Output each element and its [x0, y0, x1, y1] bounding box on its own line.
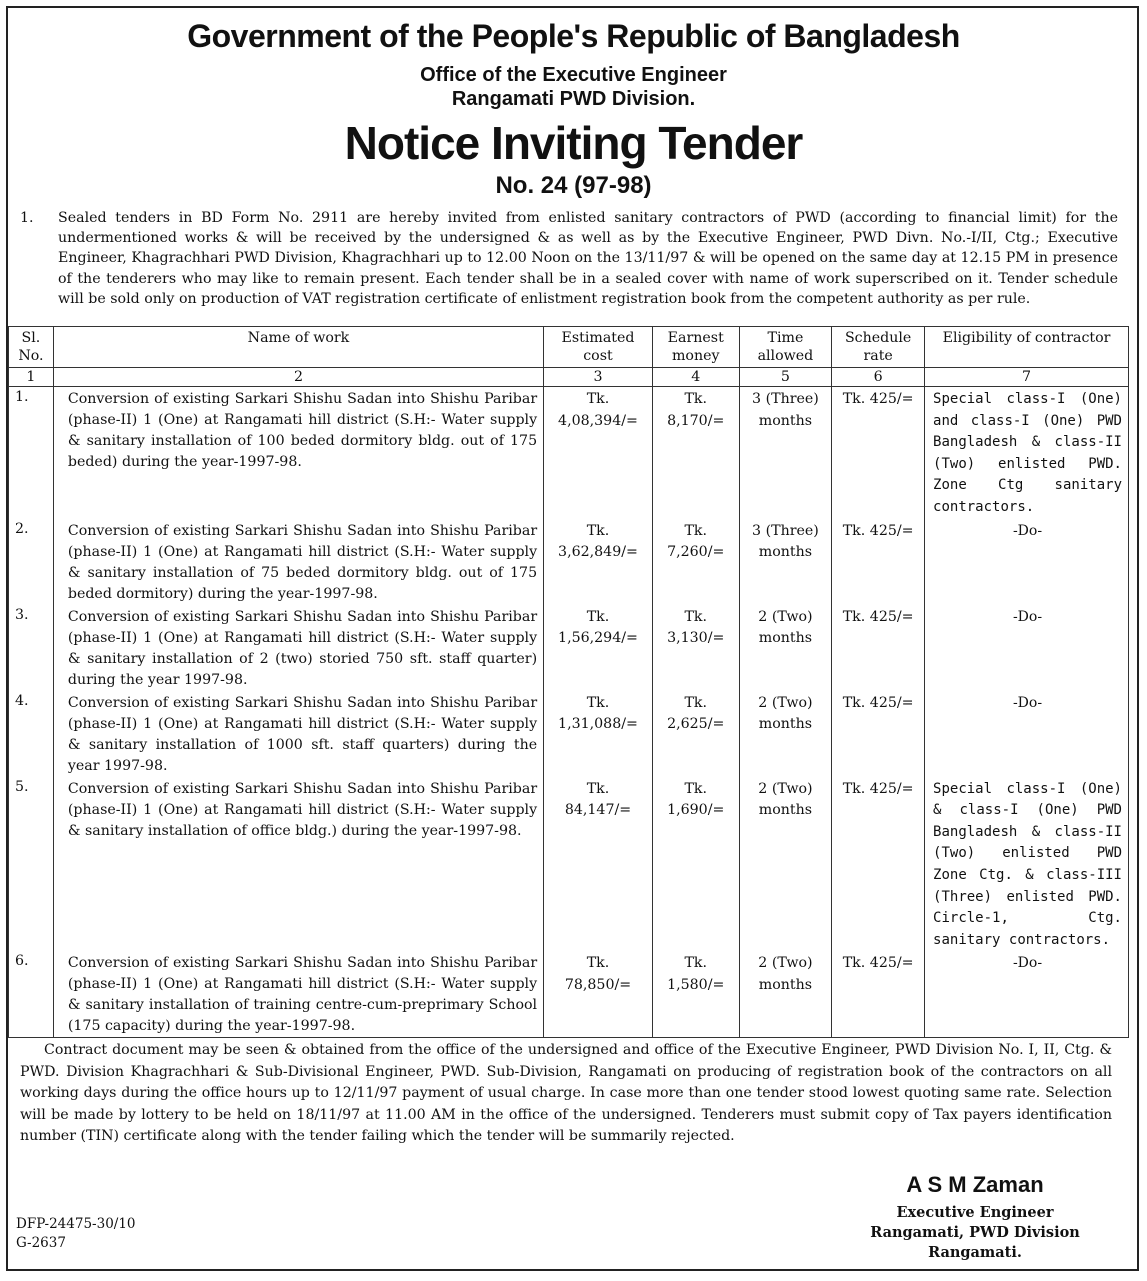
header-estimated-cost: Estimated cost	[544, 327, 653, 368]
schedule-rate: Tk. 425/=	[832, 691, 925, 777]
notice-number: No. 24 (97-98)	[495, 172, 652, 199]
amount: 1,690/=	[667, 802, 725, 819]
signatory-designation: Executive Engineer	[896, 1204, 1054, 1221]
currency: Tk.	[586, 780, 610, 797]
time-allowed	[739, 951, 832, 1038]
schedule-rate: Tk. 425/=	[832, 519, 925, 605]
serial-number: 3.	[9, 605, 54, 691]
dfp-code: DFP-24475-30/10	[16, 1216, 136, 1232]
header-name-of-work: Name of work	[53, 327, 543, 368]
header-schedule-rate: Schedule rate	[832, 327, 925, 368]
intro-text: Sealed tenders in BD Form No. 2911 are hereby invited from enlisted sanitary contractors of PWD (according to financial limit) for the undermentioned works & will be received by the undersigned & as well as by the Executive Engineer, PWD Divn. No.-I/II, Ctg.; Executive Engineer, Khagrachhari PWD Division, Khagrachhari up to 12.00 Noon on the 13/11/97 & will be opened on the same day at 12.15 PM in presence of the tenderers who may like to remain present. Each tender shall be in a sealed cover with name of work superscribed on it. Tender schedule will be sold only on production of VAT registration certificate of enlistment registration book from the competent authority as per rule.	[58, 210, 1118, 307]
table-row	[9, 691, 1129, 777]
header-sl-no: Sl. No.	[9, 327, 54, 368]
estimated-cost	[544, 387, 653, 519]
g-code: G-2637	[16, 1235, 66, 1251]
time-quantity: 3 (Three)	[752, 391, 819, 407]
serial-number: 6.	[9, 951, 54, 1038]
signatory-name: A S M Zaman	[906, 1172, 1044, 1197]
column-number: 1	[9, 368, 54, 387]
time-quantity: 2 (Two)	[758, 694, 813, 711]
work-name: Conversion of existing Sarkari Shishu Sadan into Shishu Paribar (phase-II) 1 (One) at Rangamati hill district (S.H:- Water supply & sanitary installation of 75 beded dormitory bldg. out of 175 beded dormitory) during the year-1997-98.	[53, 519, 543, 605]
earnest-money	[652, 387, 739, 519]
amount: 78,850/=	[564, 976, 632, 993]
intro-number: 1.	[20, 210, 34, 226]
amount: 3,130/=	[667, 630, 725, 647]
estimated-cost	[544, 605, 653, 691]
currency: Tk.	[586, 955, 610, 972]
time-quantity: 2 (Two)	[758, 955, 813, 972]
time-unit: months	[758, 976, 813, 993]
currency: Tk.	[586, 522, 610, 539]
time-unit: months	[758, 544, 813, 561]
estimated-cost	[544, 519, 653, 605]
work-name: Conversion of existing Sarkari Shishu Sadan into Shishu Paribar (phase-II) 1 (One) at Rangamati hill district (S.H:- Water supply & sanitary installation of 2 (two) storied 750 sft. staff quarter) during the year 1997-98.	[53, 605, 543, 691]
signatory-place: Rangamati.	[928, 1244, 1022, 1261]
currency: Tk.	[684, 391, 708, 407]
table-row	[9, 605, 1129, 691]
time-unit: months	[758, 630, 813, 647]
amount: 84,147/=	[564, 802, 632, 819]
schedule-rate: Tk. 425/=	[832, 605, 925, 691]
eligibility: Special class-I (One) & class-I (One) PWD Bangladesh & class-II (Two) enlisted PWD Zone Ctg. & class-III (Three) enlisted PWD. Circle-1, Ctg. sanitary contractors.	[925, 777, 1129, 952]
currency: Tk.	[586, 391, 610, 407]
currency: Tk.	[586, 694, 610, 711]
notice-title: Notice Inviting Tender	[344, 117, 803, 169]
column-number: 6	[832, 368, 925, 387]
estimated-cost	[544, 777, 653, 952]
time-unit: months	[758, 716, 813, 733]
serial-number: 2.	[9, 519, 54, 605]
amount: 8,170/=	[667, 412, 725, 429]
schedule-rate: Tk. 425/=	[832, 951, 925, 1038]
table-row	[9, 777, 1129, 952]
amount: 4,08,394/=	[558, 412, 638, 429]
currency: Tk.	[684, 608, 708, 625]
column-number: 2	[53, 368, 543, 387]
earnest-money	[652, 605, 739, 691]
amount: 3,62,849/=	[558, 544, 638, 561]
earnest-money	[652, 777, 739, 952]
footer-paragraph: Contract document may be seen & obtained from the office of the undersigned and office of the Executive Engineer, PWD Division No. I, II, Ctg. & PWD. Division Khagrachhari & Sub-Divisional Engineer, PWD. Sub-Division, Rangamati on producing of registration book of the contractors on all working days during the office hours up to 12/11/97 payment of usual charge. In case more than one tender stood lowest quoting same rate. Selection will be made by lottery to be held on 18/11/97 at 11.00 AM in the office of the undersigned. Tenderers must submit copy of Tax payers identification number (TIN) certificate along with the tender failing which the tender will be summarily rejected.	[20, 1042, 1112, 1145]
work-name: Conversion of existing Sarkari Shishu Sadan into Shishu Paribar (phase-II) 1 (One) at Rangamati hill district (S.H:- Water supply & sanitary installation of training centre-cum-preprimary School (175 capacity) during the year-1997-98.	[53, 951, 543, 1038]
column-number: 5	[739, 368, 832, 387]
serial-number: 5.	[9, 777, 54, 952]
time-quantity: 2 (Two)	[758, 780, 813, 797]
earnest-money	[652, 519, 739, 605]
intro-paragraph	[20, 208, 1118, 309]
header-earnest-money: Earnest money	[652, 327, 739, 368]
table-header-row	[9, 327, 1129, 368]
currency: Tk.	[684, 694, 708, 711]
table-row	[9, 951, 1129, 1038]
schedule-rate: Tk. 425/=	[832, 387, 925, 519]
column-number: 3	[544, 368, 653, 387]
time-allowed	[739, 387, 832, 519]
division-heading: Rangamati PWD Division.	[451, 88, 696, 110]
schedule-rate: Tk. 425/=	[832, 777, 925, 952]
time-quantity: 3 (Three)	[752, 522, 819, 539]
signatory-office: Rangamati, PWD Division	[870, 1224, 1080, 1241]
work-name: Conversion of existing Sarkari Shishu Sadan into Shishu Paribar (phase-II) 1 (One) at Rangamati hill district (S.H:- Water supply & sanitary installation of 1000 sft. staff quarters) during the year 1997-98.	[53, 691, 543, 777]
estimated-cost	[544, 951, 653, 1038]
header-eligibility: Eligibility of contractor	[925, 327, 1129, 368]
government-heading: Government of the People's Republic of Bangladesh	[187, 18, 960, 54]
serial-number: 1.	[9, 387, 54, 519]
earnest-money	[652, 691, 739, 777]
work-name: Conversion of existing Sarkari Shishu Sadan into Shishu Paribar (phase-II) 1 (One) at Rangamati hill district (S.H:- Water supply & sanitary installation of office bldg.) during the year-1997-98.	[53, 777, 543, 952]
serial-number: 4.	[9, 691, 54, 777]
currency: Tk.	[684, 780, 708, 797]
time-allowed	[739, 605, 832, 691]
earnest-money	[652, 951, 739, 1038]
amount: 1,31,088/=	[558, 716, 638, 733]
column-number: 4	[652, 368, 739, 387]
eligibility: -Do-	[925, 691, 1129, 777]
amount: 1,580/=	[667, 976, 725, 993]
eligibility: -Do-	[925, 519, 1129, 605]
amount: 7,260/=	[667, 544, 725, 561]
amount: 2,625/=	[667, 716, 725, 733]
time-unit: months	[758, 802, 813, 819]
eligibility: -Do-	[925, 605, 1129, 691]
eligibility: -Do-	[925, 951, 1129, 1038]
estimated-cost	[544, 691, 653, 777]
time-allowed	[739, 519, 832, 605]
time-quantity: 2 (Two)	[758, 608, 813, 625]
office-heading: Office of the Executive Engineer	[420, 64, 727, 86]
currency: Tk.	[684, 522, 708, 539]
column-number: 7	[925, 368, 1129, 387]
currency: Tk.	[684, 955, 708, 972]
table-row	[9, 387, 1129, 519]
eligibility: Special class-I (One) and class-I (One) PWD Bangladesh & class-II (Two) enlisted PWD. Zone Ctg sanitary contractors.	[925, 387, 1129, 519]
work-name: Conversion of existing Sarkari Shishu Sadan into Shishu Paribar (phase-II) 1 (One) at Rangamati hill district (S.H:- Water supply & sanitary installation of 100 beded dormitory bldg. out of 175 beded) during the year-1997-98.	[53, 387, 543, 519]
time-allowed	[739, 777, 832, 952]
tender-table	[8, 326, 1129, 1038]
reference-codes	[16, 1215, 136, 1253]
header-time-allowed: Time allowed	[739, 327, 832, 368]
currency: Tk.	[586, 608, 610, 625]
column-number-row	[9, 368, 1129, 387]
table-row	[9, 519, 1129, 605]
time-allowed	[739, 691, 832, 777]
amount: 1,56,294/=	[558, 630, 638, 647]
time-unit: months	[758, 412, 813, 429]
